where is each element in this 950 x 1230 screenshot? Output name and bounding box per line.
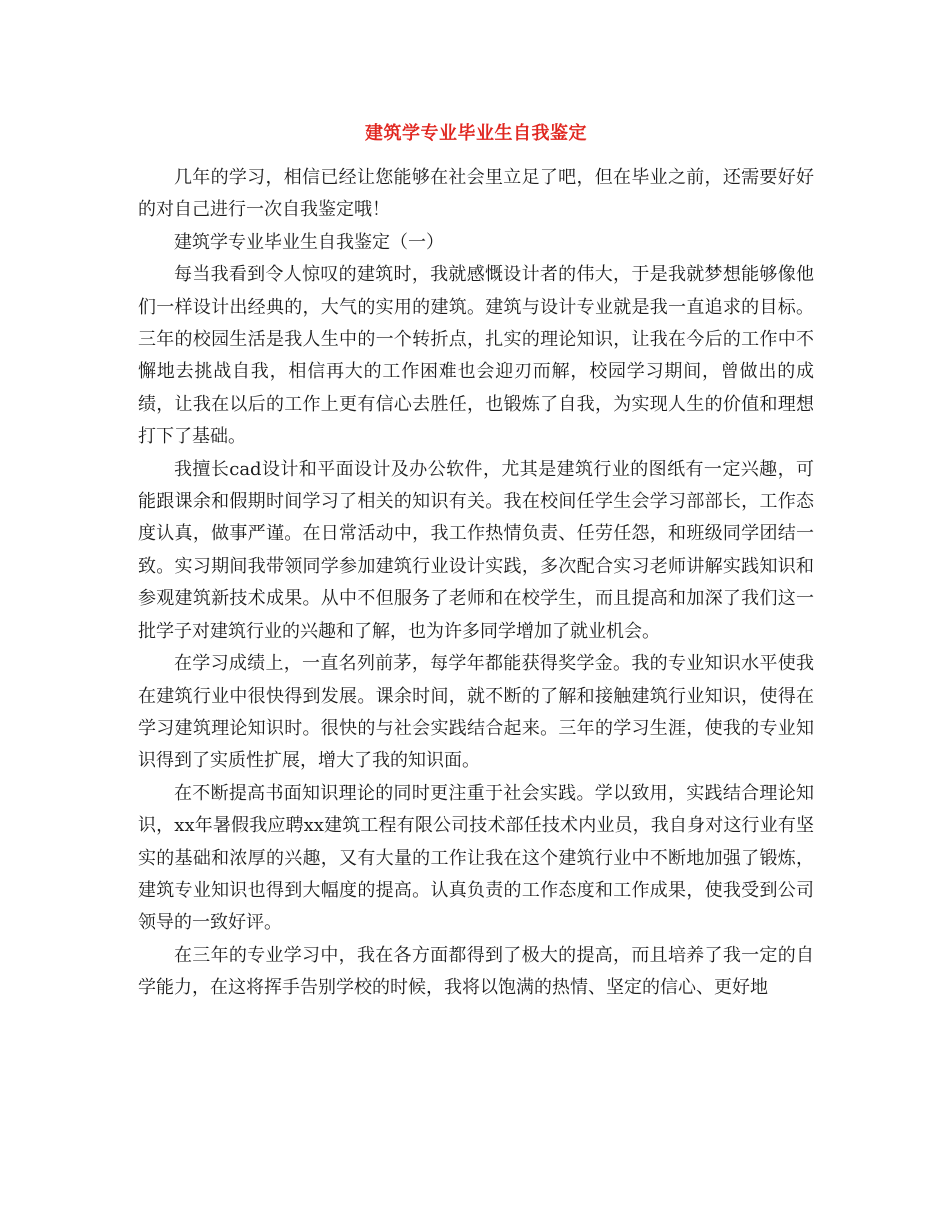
paragraph-intro: 几年的学习，相信已经让您能够在社会里立足了吧，但在毕业之前，还需要好好的对自己进行一次自我鉴定哦！ xyxy=(138,167,814,221)
paragraph: 在不断提高书面知识理论的同时更注重于社会实践。学以致用，实践结合理论知识，xx年暑假我应聘xx建筑工程有限公司技术部任技术内业员，我自身对这行业有坚实的基础和浓厚的兴趣，又有大量的工作让我在这个建筑行业中不断地加强了锻炼，建筑专业知识也得到大幅度的提高。认真负责的工作态度和工作成果，使我受到公司领导的一致好评。 xyxy=(138,782,814,934)
paragraph: 在三年的专业学习中，我在各方面都得到了极大的提高，而且培养了我一定的自学能力，在这将挥手告别学校的时候，我将以饱满的热情、坚定的信心、更好地 xyxy=(138,944,814,999)
document-page xyxy=(138,120,814,1005)
paragraph: 我擅长cad设计和平面设计及办公软件，尤其是建筑行业的图纸有一定兴趣，可能跟课余和假期时间学习了相关的知识有关。我在校间任学生会学习部部长，工作态度认真，做事严谨。在日常活动中，我工作热情负责、任劳任怨，和班级同学团结一致。实习期间我带领同学参加建筑行业设计实践，多次配合实习老师讲解实践知识和参观建筑新技术成果。从中不但服务了老师和在校学生，而且提高和加深了我们这一批学子对建筑行业的兴趣和了解，也为许多同学增加了就业机会。 xyxy=(138,458,814,642)
section-heading: 建筑学专业毕业生自我鉴定（一） xyxy=(174,231,444,253)
paragraph: 在学习成绩上，一直名列前茅，每学年都能获得奖学金。我的专业知识水平使我在建筑行业中很快得到发展。课余时间，就不断的了解和接触建筑行业知识，使得在学习建筑理论知识时。很快的与社会实践结合起来。三年的学习生涯，使我的专业知识得到了实质性扩展，增大了我的知识面。 xyxy=(138,653,814,772)
document-title: 建筑学专业毕业生自我鉴定 xyxy=(365,123,587,144)
paragraph: 每当我看到令人惊叹的建筑时，我就感慨设计者的伟大，于是我就梦想能够像他们一样设计出经典的，大气的实用的建筑。建筑与设计专业就是我一直追求的目标。三年的校园生活是我人生中的一个转折点，扎实的理论知识，让我在今后的工作中不懈地去挑战自我，相信再大的工作困难也会迎刃而解，校园学习期间，曾做出的成绩，让我在以后的工作上更有信心去胜任，也锻炼了自我，为实现人生的价值和理想打下了基础。 xyxy=(138,264,814,448)
